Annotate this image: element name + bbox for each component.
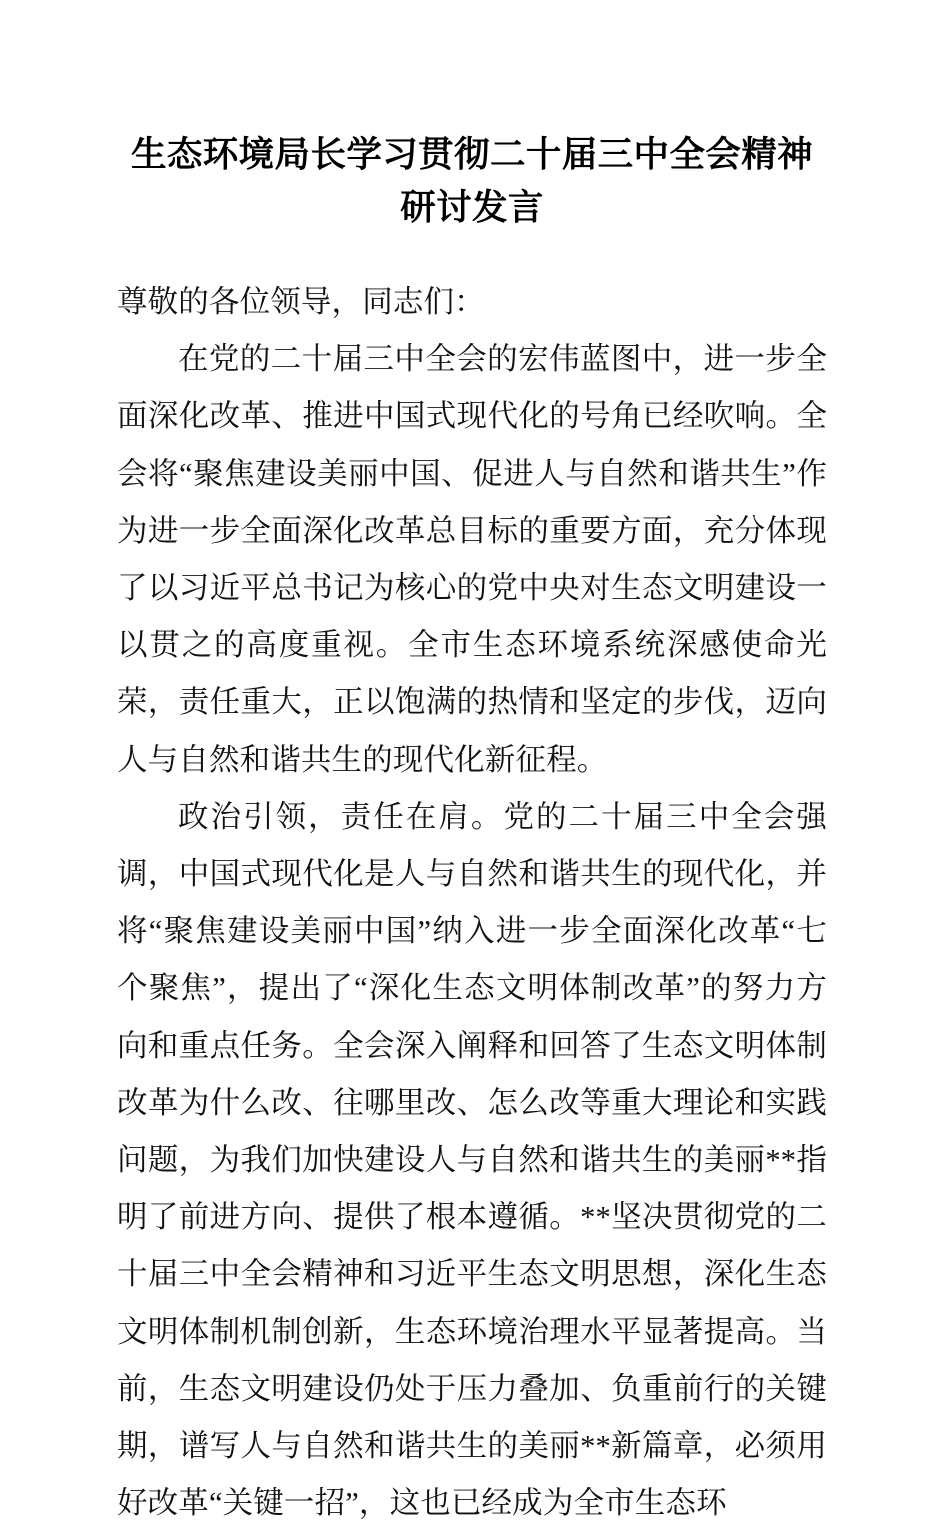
salutation-line: 尊敬的各位领导，同志们：	[117, 285, 485, 319]
document-body	[117, 274, 827, 1532]
document-content-column	[117, 0, 827, 1532]
body-paragraph-2: 政治引领，责任在肩。党的二十届三中全会强调，中国式现代化是人与自然和谐共生的现代化，并将“聚焦建设美丽中国”纳入进一步全面深化改革“七个聚焦”，提出了“深化生态文明体制改革”的努力方向和重点任务。全会深入阐释和回答了生态文明体制改革为什么改、往哪里改、怎么改等重大理论和实践问题，为我们加快建设人与自然和谐共生的美丽**指明了前进方向、提供了根本遵循。**坚决贯彻党的二十届三中全会精神和习近平生态文明思想，深化生态文明体制机制创新，生态环境治理水平显著提高。当前，生态文明建设仍处于压力叠加、负重前行的关键期，谱写人与自然和谐共生的美丽**新篇章，必须用好改革“关键一招”，这也已经成为全市生态环	[117, 799, 827, 1521]
body-paragraph-1: 在党的二十届三中全会的宏伟蓝图中，进一步全面深化改革、推进中国式现代化的号角已经吹响。全会将“聚焦建设美丽中国、促进人与自然和谐共生”作为进一步全面深化改革总目标的重要方面，充分体现了以习近平总书记为核心的党中央对生态文明建设一以贯之的高度重视。全市生态环境系统深感使命光荣，责任重大，正以饱满的热情和坚定的步伐，迈向人与自然和谐共生的现代化新征程。	[117, 342, 827, 777]
document-title: 生态环境局长学习贯彻二十届三中全会精神研讨发言	[130, 134, 814, 227]
